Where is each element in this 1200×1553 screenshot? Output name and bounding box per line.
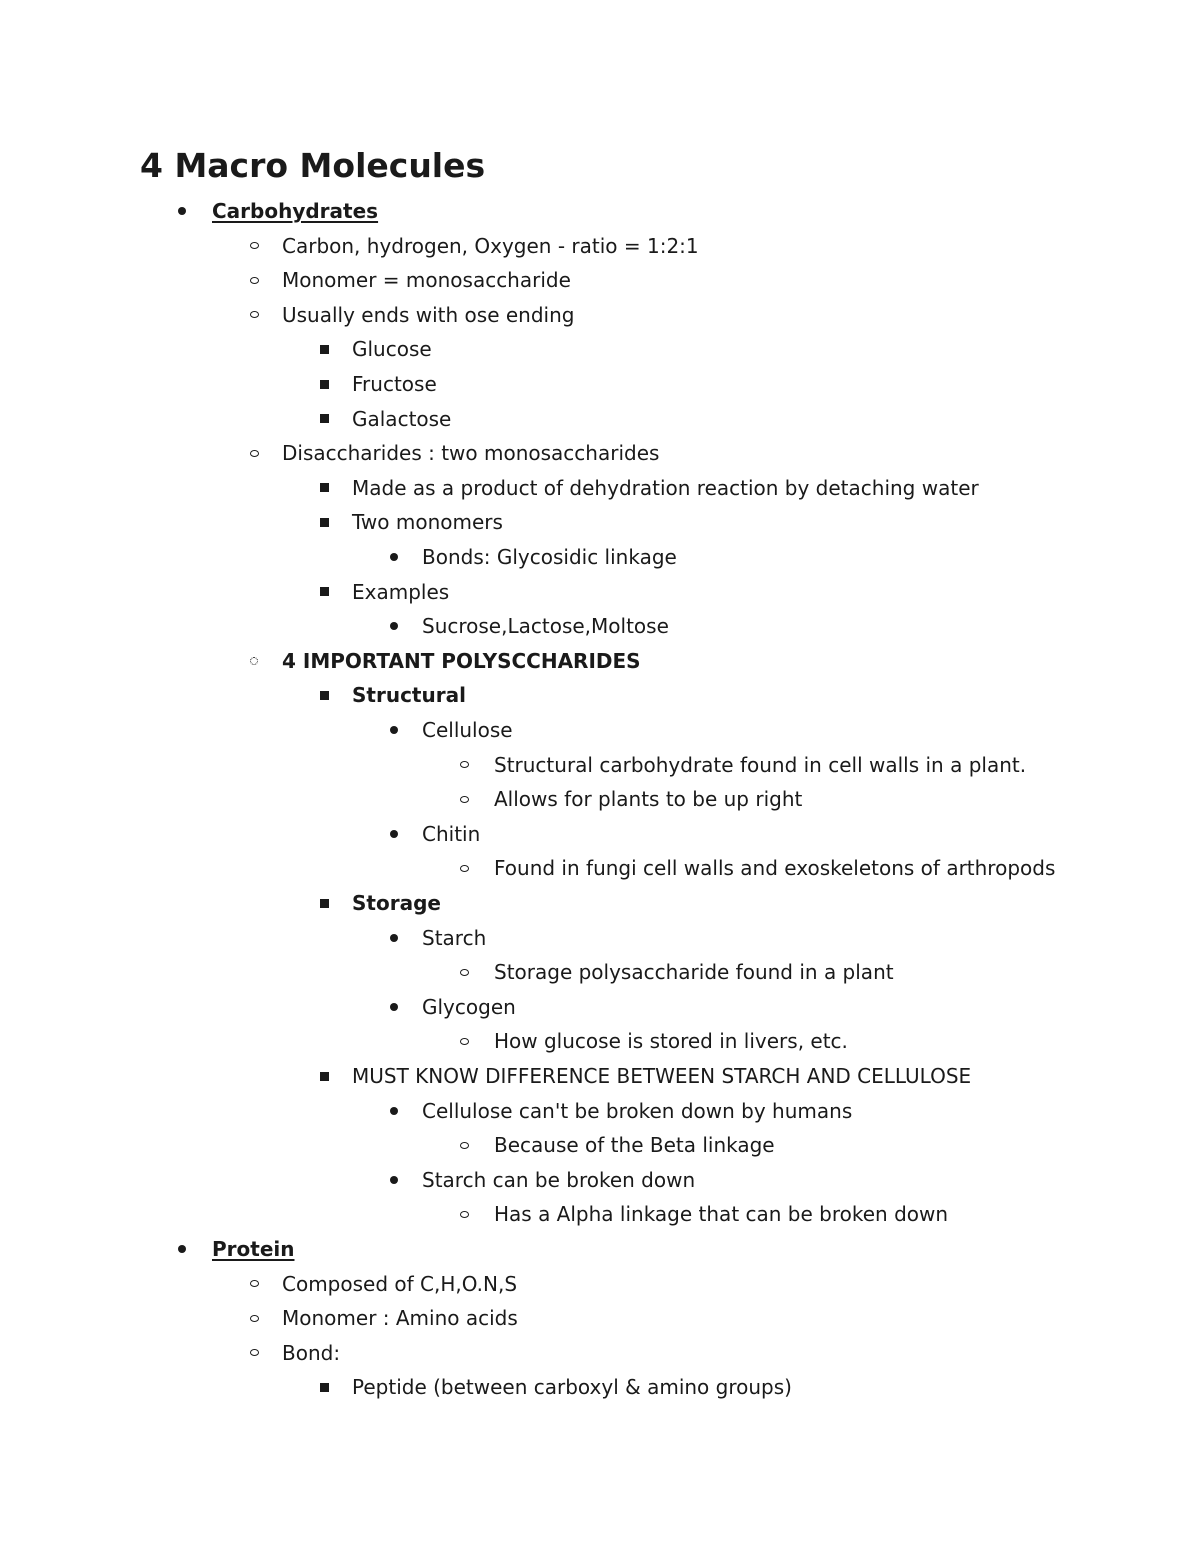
ring-icon [244, 229, 264, 263]
ring-icon [244, 1267, 264, 1301]
list-item [0, 505, 1200, 539]
dot-icon [384, 1094, 404, 1128]
list-item-text: Allows for plants to be up right [494, 787, 803, 812]
dot-icon [172, 194, 192, 228]
ring-icon [244, 436, 264, 470]
list-item-text: Cellulose can't be broken down by humans [422, 1098, 853, 1123]
list-item [0, 402, 1200, 436]
list-item-text: Usually ends with ose ending [282, 302, 575, 327]
ring-icon [454, 851, 474, 885]
list-item [0, 609, 1200, 643]
list-item [0, 332, 1200, 366]
list-item [0, 678, 1200, 712]
square-icon [314, 471, 334, 505]
list-item-text: Found in fungi cell walls and exoskeletons of arthropods [494, 856, 1056, 881]
list-item [0, 1232, 1200, 1266]
list-item [0, 1059, 1200, 1093]
dot-icon [384, 990, 404, 1024]
list-item [0, 851, 1200, 885]
list-item-text: Examples [352, 579, 450, 604]
list-item-text: Monomer : Amino acids [282, 1306, 518, 1331]
square-icon [314, 1370, 334, 1404]
list-item [0, 575, 1200, 609]
list-item [0, 471, 1200, 505]
list-item-text: Glucose [352, 337, 432, 362]
list-item [0, 1163, 1200, 1197]
square-icon [314, 505, 334, 539]
page-title: 4 Macro Molecules [140, 146, 486, 185]
ring-icon [454, 955, 474, 989]
ring-icon [244, 1336, 264, 1370]
list-item [0, 644, 1200, 678]
dot-icon [384, 713, 404, 747]
list-item-text: Made as a product of dehydration reaction by detaching water [352, 475, 979, 500]
list-item-text: Sucrose,Lactose,Moltose [422, 614, 669, 639]
list-item [0, 1267, 1200, 1301]
list-item-text: Composed of C,H,O.N,S [282, 1271, 518, 1296]
list-item-text: Galactose [352, 406, 452, 431]
dot-icon [384, 540, 404, 574]
list-item [0, 886, 1200, 920]
list-item [0, 263, 1200, 297]
list-item [0, 713, 1200, 747]
dot-icon [384, 817, 404, 851]
list-item [0, 990, 1200, 1024]
list-item [0, 955, 1200, 989]
list-item-text: Has a Alpha linkage that can be broken down [494, 1202, 949, 1227]
list-item-text: Storage polysaccharide found in a plant [494, 960, 894, 985]
list-item [0, 1336, 1200, 1370]
list-item-text: Starch [422, 925, 487, 950]
list-item [0, 782, 1200, 816]
list-item-text: MUST KNOW DIFFERENCE BETWEEN STARCH AND CELLULOSE [352, 1064, 972, 1088]
list-item-text: Because of the Beta linkage [494, 1133, 775, 1158]
list-item [0, 298, 1200, 332]
list-item [0, 540, 1200, 574]
list-item-text: Storage [352, 891, 441, 915]
list-item [0, 436, 1200, 470]
list-item-text: Peptide (between carboxyl & amino groups) [352, 1375, 792, 1400]
list-item-text: Fructose [352, 372, 437, 396]
ring-icon [244, 263, 264, 297]
list-item-text: Carbon, hydrogen, Oxygen - ratio = 1:2:1 [282, 233, 699, 258]
ring-icon [454, 782, 474, 816]
list-item-text: Carbohydrates [212, 199, 379, 223]
square-icon [314, 402, 334, 436]
square-icon [314, 332, 334, 366]
faint-ring-icon [244, 644, 264, 678]
list-item-text: Disaccharides : two monosaccharides [282, 441, 660, 466]
list-item-text: Two monomers [352, 510, 503, 535]
list-item [0, 748, 1200, 782]
square-icon [314, 678, 334, 712]
list-item [0, 229, 1200, 263]
ring-icon [244, 1301, 264, 1335]
list-item [0, 1024, 1200, 1058]
list-item-text: Cellulose [422, 718, 513, 742]
list-item [0, 194, 1200, 228]
ring-icon [244, 298, 264, 332]
square-icon [314, 1059, 334, 1093]
list-item-text: 4 IMPORTANT POLYSCCHARIDES [282, 648, 641, 673]
list-item-text: Protein [212, 1237, 295, 1261]
square-icon [314, 886, 334, 920]
list-item [0, 921, 1200, 955]
list-item [0, 367, 1200, 401]
square-icon [314, 367, 334, 401]
dot-icon [172, 1232, 192, 1266]
list-item-text: Monomer = monosaccharide [282, 268, 571, 293]
list-item [0, 1094, 1200, 1128]
list-item [0, 1301, 1200, 1335]
ring-icon [454, 1197, 474, 1231]
list-item-text: Starch can be broken down [422, 1167, 696, 1192]
list-item-text: Glycogen [422, 994, 516, 1019]
square-icon [314, 575, 334, 609]
list-item [0, 1128, 1200, 1162]
list-item [0, 817, 1200, 851]
dot-icon [384, 1163, 404, 1197]
list-item-text: Structural carbohydrate found in cell walls in a plant. [494, 752, 1027, 777]
list-item-text: Bond: [282, 1340, 341, 1365]
list-item [0, 1197, 1200, 1231]
ring-icon [454, 748, 474, 782]
ring-icon [454, 1128, 474, 1162]
dot-icon [384, 921, 404, 955]
list-item-text: Structural [352, 683, 466, 708]
list-item-text: Bonds: Glycosidic linkage [422, 545, 677, 569]
list-item-text: Chitin [422, 821, 481, 846]
ring-icon [454, 1024, 474, 1058]
list-item [0, 1370, 1200, 1404]
list-item-text: How glucose is stored in livers, etc. [494, 1029, 848, 1054]
dot-icon [384, 609, 404, 643]
